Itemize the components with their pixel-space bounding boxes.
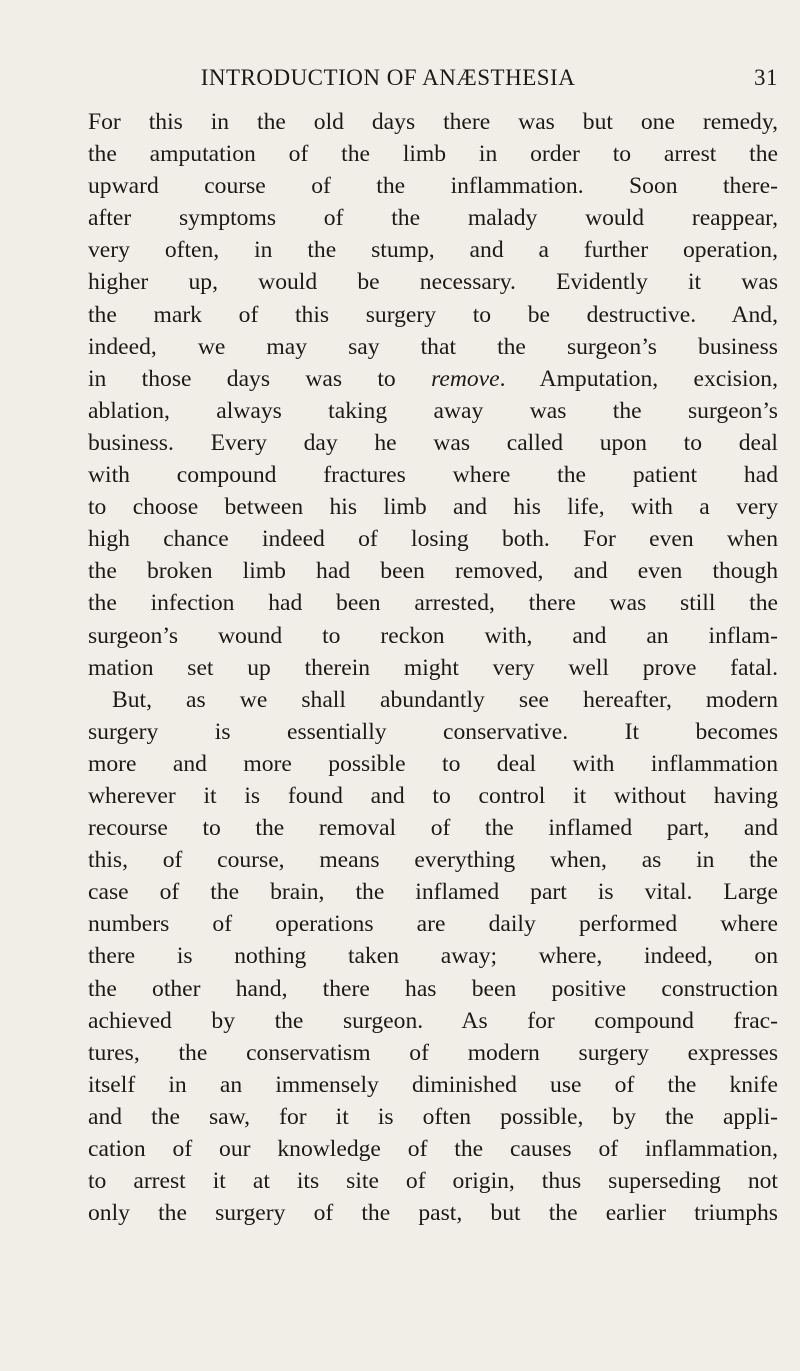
text-line: the broken limb had been removed, and even though xyxy=(88,558,778,585)
text-line: higher up, would be necessary. Evidently it was xyxy=(88,269,778,296)
text-line: For this in the old days there was but one remedy, xyxy=(88,109,778,135)
text-line: recourse to the removal of the inflamed part, and xyxy=(88,815,778,842)
text-line: business. Every day he was called upon to deal xyxy=(88,429,778,456)
text-line: upward course of the inflammation. Soon there- xyxy=(88,173,778,200)
text-line: itself in an immensely diminished use of the knife xyxy=(88,1071,778,1098)
body-text xyxy=(88,106,778,1229)
emphasized-word: remove xyxy=(431,365,500,392)
text-segment: . Amputation, excision, xyxy=(499,365,778,392)
text-line: the other hand, there has been positive construction xyxy=(88,975,778,1002)
text-line-with-emphasis xyxy=(88,363,778,395)
text-line: achieved by the surgeon. As for compound frac- xyxy=(88,1007,778,1034)
text-line: and the saw, for it is often possible, by the appli- xyxy=(88,1103,778,1130)
text-line: the mark of this surgery to be destructive. And, xyxy=(88,301,778,328)
text-line: only the surgery of the past, but the earlier triumphs xyxy=(88,1200,778,1227)
running-head xyxy=(88,63,778,93)
paragraph-first-line: But, as we shall abundantly see hereafter, modern xyxy=(112,686,778,713)
page-number: 31 xyxy=(754,65,778,90)
text-line: ablation, always taking away was the surgeon’s xyxy=(88,397,778,424)
text-line: numbers of operations are daily performed where xyxy=(88,911,778,938)
text-line: wherever it is found and to control it without having xyxy=(88,782,778,809)
text-line: very often, in the stump, and a further operation, xyxy=(88,237,778,264)
text-line: surgery is essentially conservative. It becomes xyxy=(88,718,778,745)
text-line: mation set up therein might very well prove fatal. xyxy=(88,654,778,681)
text-line: tures, the conservatism of modern surgery expresses xyxy=(88,1039,778,1066)
text-line: the amputation of the limb in order to arrest the xyxy=(88,141,778,168)
text-line: high chance indeed of losing both. For even when xyxy=(88,526,778,553)
text-line: cation of our knowledge of the causes of inflammation, xyxy=(88,1136,778,1162)
text-segment: in those days was to xyxy=(88,365,396,392)
text-line: this, of course, means everything when, as in the xyxy=(88,847,778,874)
text-line: after symptoms of the malady would reappear, xyxy=(88,205,778,232)
text-line: more and more possible to deal with inflammation xyxy=(88,750,778,777)
text-line: with compound fractures where the patient had xyxy=(88,462,778,489)
text-line: to choose between his limb and his life, with a very xyxy=(88,494,778,521)
text-line: the infection had been arrested, there was still the xyxy=(88,590,778,617)
text-line: there is nothing taken away; where, indeed, on xyxy=(88,943,778,970)
text-line: case of the brain, the inflamed part is vital. Large xyxy=(88,879,778,906)
text-line: to arrest it at its site of origin, thus superseding not xyxy=(88,1168,778,1195)
text-line: indeed, we may say that the surgeon’s business xyxy=(88,333,778,360)
running-title: INTRODUCTION OF ANÆSTHESIA xyxy=(200,65,576,90)
text-line: surgeon’s wound to reckon with, and an inflam- xyxy=(88,622,778,649)
